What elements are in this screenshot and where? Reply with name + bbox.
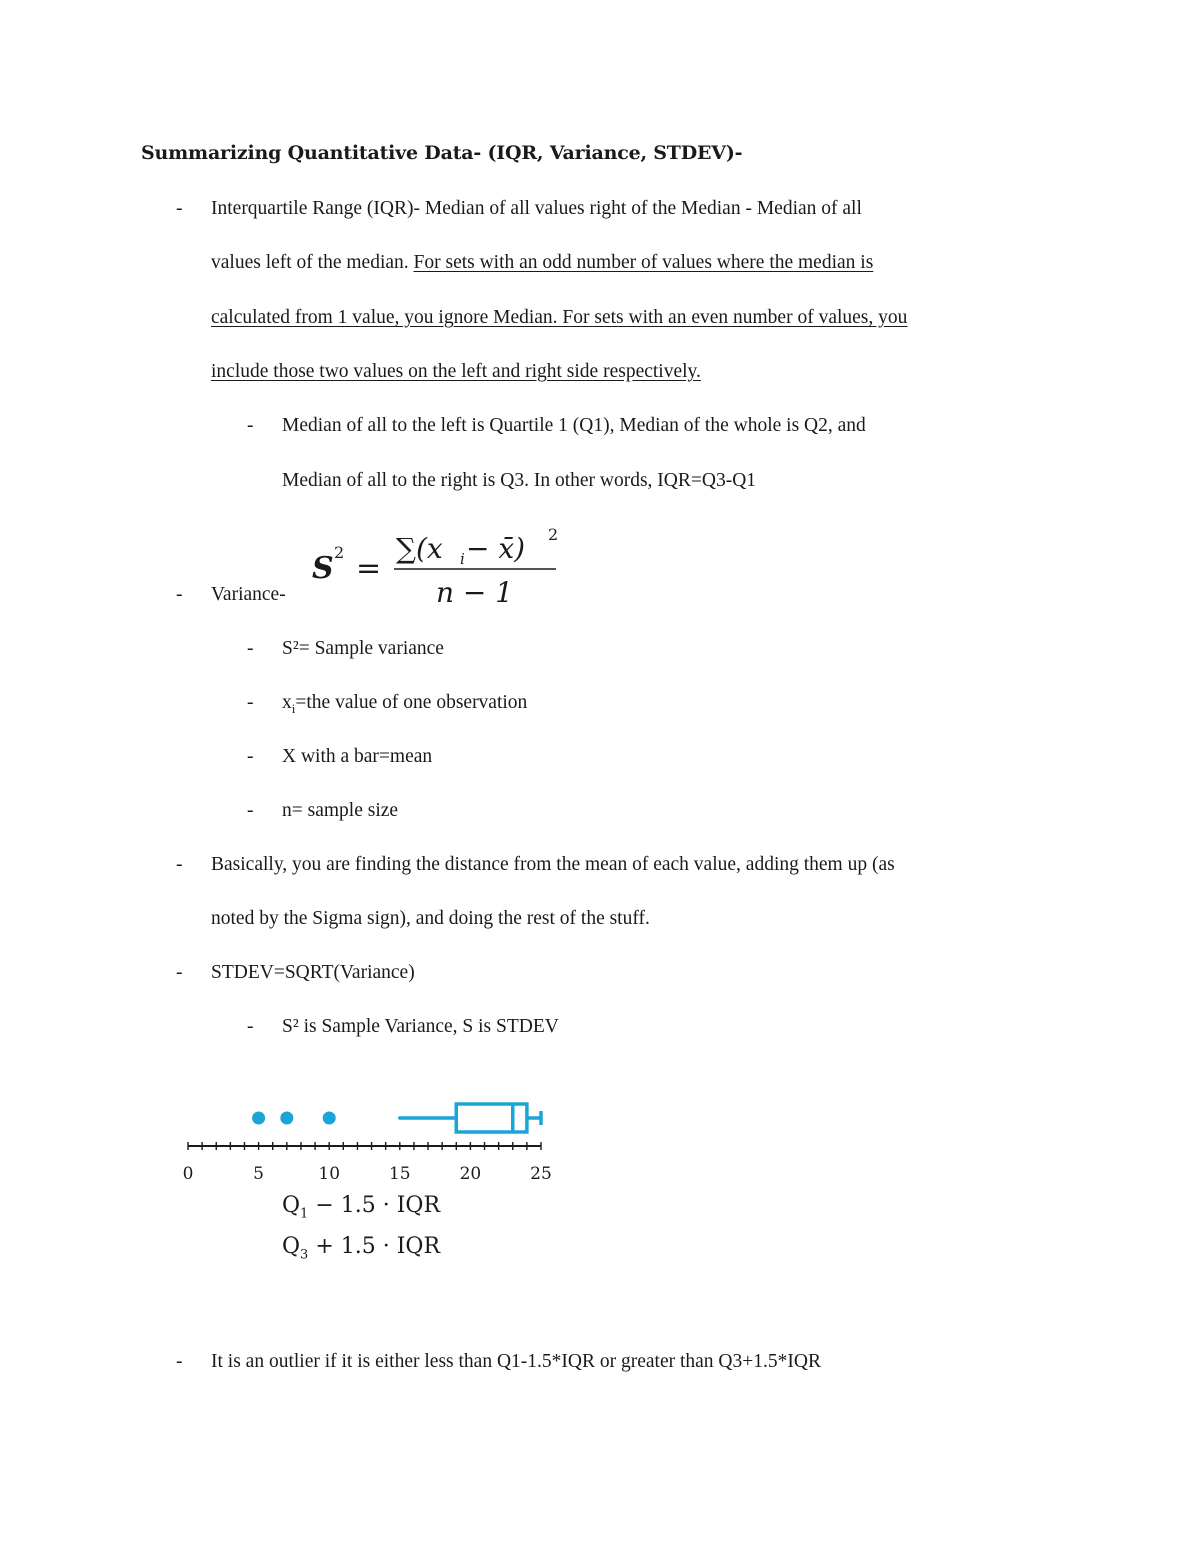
box-plot: [170, 1090, 570, 1190]
basically-line-2: noted by the Sigma sign), and doing the rest of the stuff.: [211, 908, 650, 929]
tick-label: 25: [530, 1164, 552, 1184]
outlier-point: [323, 1112, 336, 1125]
upper-fence-formula: [282, 1234, 440, 1262]
tick-label: 0: [182, 1164, 194, 1184]
upper-fence-rest: + 1.5 · IQR: [308, 1234, 441, 1259]
lower-fence-sub: 1: [300, 1206, 309, 1222]
formula-num-exp: 2: [548, 525, 559, 544]
bullet-dash: -: [176, 584, 183, 605]
def-observation: [282, 692, 527, 717]
tick-label: 20: [459, 1164, 482, 1184]
sub-bullet-dash: -: [247, 800, 254, 821]
sub-bullet-dash: -: [247, 746, 254, 767]
stdev-label: STDEV=SQRT(Variance): [211, 962, 415, 983]
bullet-dash: -: [176, 1351, 183, 1372]
upper-fence-sub: 3: [300, 1247, 309, 1263]
iqr-line-2-plain: values left of the median.: [211, 252, 414, 273]
outlier-point: [252, 1112, 265, 1125]
def-mean: X with a bar=mean: [282, 746, 433, 767]
iqr-line-3: calculated from 1 value, you ignore Median. For sets with an even number of values, you: [211, 307, 908, 328]
formula-numerator: ∑(x: [396, 532, 443, 565]
outlier-rule: It is an outlier if it is either less than Q1-1.5*IQR or greater than Q3+1.5*IQR: [211, 1351, 821, 1372]
iqr-line-2: [211, 252, 873, 274]
upper-fence-q: Q: [282, 1234, 301, 1259]
formula-denominator: n − 1: [436, 576, 514, 609]
variance-formula: [300, 522, 570, 612]
tick-label: 10: [318, 1164, 341, 1184]
quartile-line-1: Median of all to the left is Quartile 1 (Q1), Median of the whole is Q2, and: [282, 415, 866, 436]
formula-num-sub: i: [460, 550, 465, 568]
bullet-dash: -: [176, 198, 183, 219]
sub-bullet-dash: -: [247, 692, 254, 713]
def-observation-sub: i: [291, 700, 296, 716]
page-title: Summarizing Quantitative Data- (IQR, Variance, STDEV)-: [141, 142, 743, 164]
basically-line-1: Basically, you are finding the distance from the mean of each value, adding them up (as: [211, 854, 895, 875]
formula-lhs-exp: 2: [334, 543, 345, 562]
iqr-box: [456, 1104, 527, 1132]
bullet-dash: -: [176, 962, 183, 983]
lower-fence-formula: [282, 1193, 440, 1221]
sub-bullet-dash: -: [247, 638, 254, 659]
formula-num-rest: − x̄): [466, 532, 526, 565]
outlier-point: [280, 1112, 293, 1125]
def-sample-size: n= sample size: [282, 800, 399, 821]
formula-equals: =: [356, 551, 382, 586]
sub-bullet-dash: -: [247, 1016, 254, 1037]
stdev-def: S² is Sample Variance, S is STDEV: [282, 1016, 559, 1037]
iqr-line-2-underlined: For sets with an odd number of values where the median is: [413, 252, 874, 273]
lower-fence-q: Q: [282, 1193, 301, 1218]
lower-fence-rest: − 1.5 · IQR: [308, 1193, 441, 1218]
formula-lhs: S: [312, 551, 334, 586]
tick-label: 5: [253, 1164, 265, 1184]
tick-label: 15: [388, 1164, 411, 1184]
sub-bullet-dash: -: [247, 415, 254, 436]
def-sample-variance: S²= Sample variance: [282, 638, 444, 659]
def-observation-text: =the value of one observation: [295, 692, 528, 713]
bullet-dash: -: [176, 854, 183, 875]
iqr-line-1: Interquartile Range (IQR)- Median of all values right of the Median - Median of all: [211, 198, 862, 219]
iqr-line-4: include those two values on the left and right side respectively.: [211, 361, 701, 382]
def-observation-x: x: [282, 692, 292, 713]
variance-label: Variance-: [211, 584, 286, 605]
quartile-line-2: Median of all to the right is Q3. In other words, IQR=Q3-Q1: [282, 470, 757, 491]
